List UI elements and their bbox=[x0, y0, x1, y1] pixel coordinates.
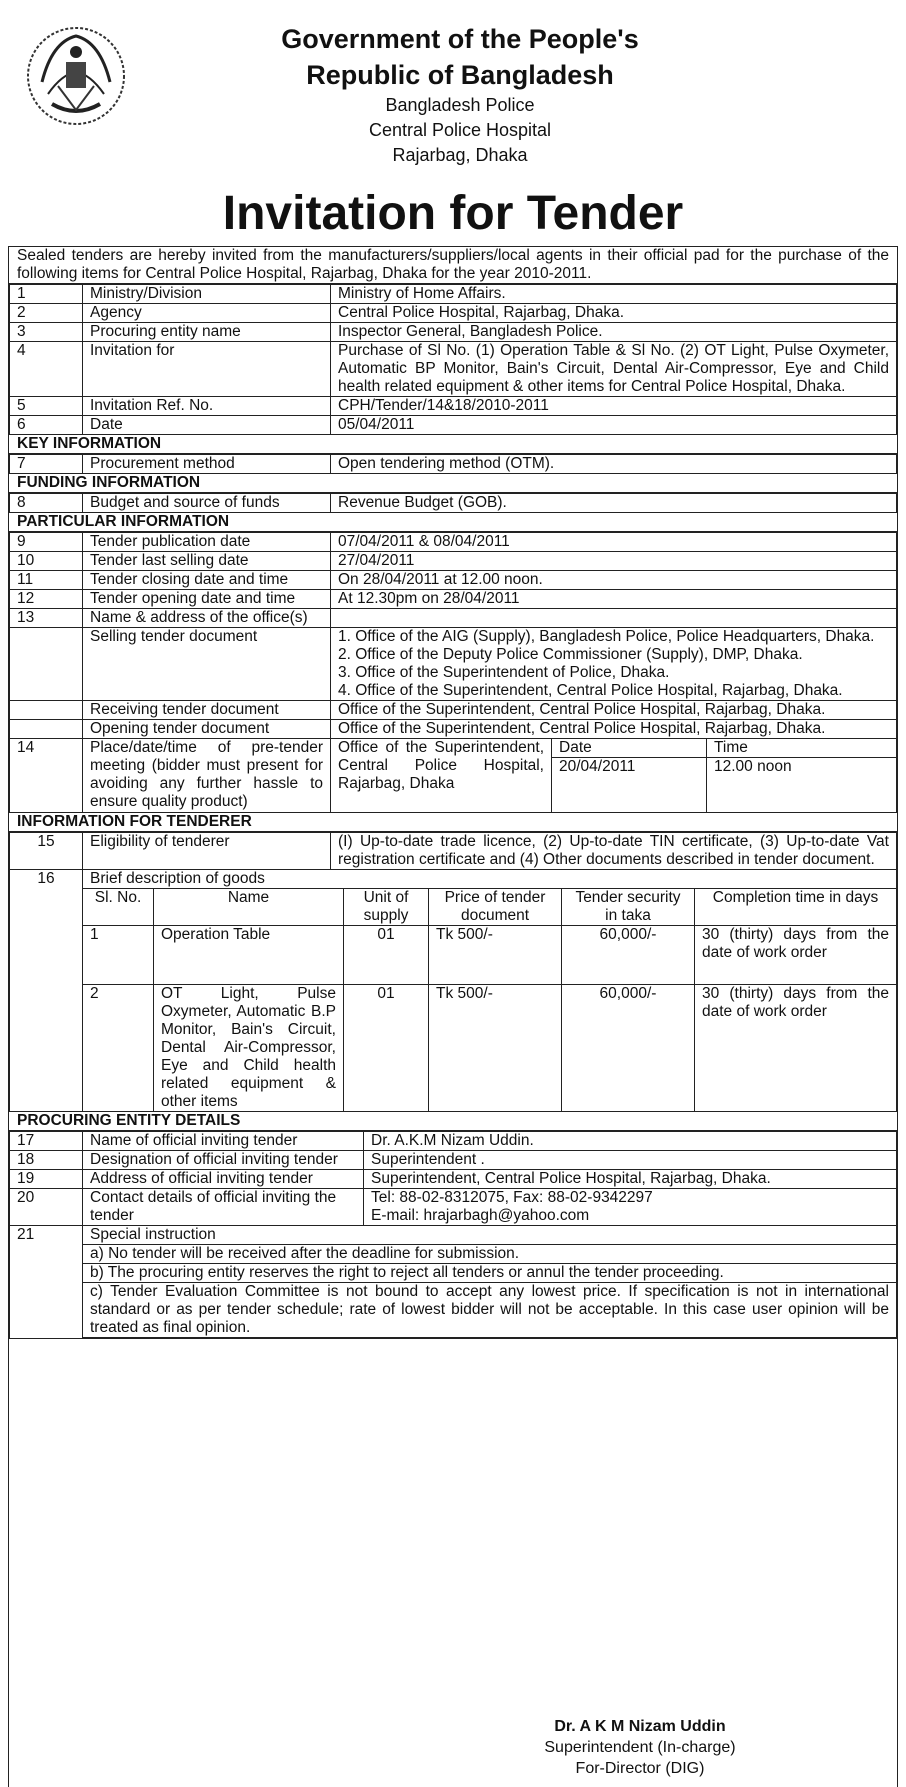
rows-r1-value: Ministry of Home Affairs. bbox=[331, 285, 897, 304]
goods-table bbox=[83, 888, 896, 1111]
table-row bbox=[10, 609, 897, 628]
goods-row bbox=[83, 926, 896, 985]
rows-r4-no: 4 bbox=[10, 342, 83, 397]
rows-r6-value: 05/04/2011 bbox=[331, 416, 897, 435]
table-row bbox=[10, 590, 897, 609]
rows-r11-label: Tender closing date and time bbox=[83, 571, 331, 590]
rows-r10-value: 27/04/2011 bbox=[331, 552, 897, 571]
rows-r9-no: 9 bbox=[10, 533, 83, 552]
goods-items-1-sl: 2 bbox=[83, 985, 154, 1112]
rows-r4-value: Purchase of Sl No. (1) Operation Table & Sl No. (2) OT Light, Pulse Oxymeter, Automatic BP Monitor, Bain's Circuit, Dental Air-Compressor, Eye and Child health related equipment & other items for Central Police Hospital, Dhaka. bbox=[331, 342, 897, 397]
rows-r13-label: Name & address of the office(s) bbox=[83, 609, 331, 628]
procuring-r20-email: E-mail: hrajarbagh@yahoo.com bbox=[371, 1207, 590, 1224]
rows-selling-v2: 2. Office of the Deputy Police Commissioner (Supply), DMP, Dhaka. bbox=[338, 646, 803, 663]
table-row bbox=[10, 455, 897, 474]
procuring-r18-no: 18 bbox=[10, 1151, 83, 1170]
procuring-r19-label: Address of official inviting tender bbox=[83, 1170, 364, 1189]
table-row bbox=[10, 533, 897, 552]
table-row bbox=[10, 285, 897, 304]
procuring-r21-no: 21 bbox=[10, 1226, 83, 1339]
procuring-r20-label: Contact details of official inviting the tender bbox=[83, 1189, 364, 1226]
procuring-r18-label: Designation of official inviting tender bbox=[83, 1151, 364, 1170]
rows-r3-value: Inspector General, Bangladesh Police. bbox=[331, 323, 897, 342]
goods-items-1-name: OT Light, Pulse Oxymeter, Automatic B.P Monitor, Bain's Circuit, Dental Air-Compressor, Eye and Child health related equipment & other items bbox=[154, 985, 344, 1112]
bangladesh-emblem-icon bbox=[22, 22, 130, 130]
table-row bbox=[10, 870, 897, 1112]
signatory-for: For-Director (DIG) bbox=[575, 1760, 705, 1777]
rows-r1-label: Ministry/Division bbox=[83, 285, 331, 304]
rows-r6-no: 6 bbox=[10, 416, 83, 435]
table-row bbox=[10, 628, 897, 701]
goods-headers-sl: Sl. No. bbox=[83, 889, 154, 926]
rows-selling-v4: 4. Office of the Superintendent, Central Police Hospital, Rajarbag, Dhaka. bbox=[338, 682, 843, 699]
procuring-r17-value: Dr. A.K.M Nizam Uddin. bbox=[364, 1132, 897, 1151]
goods-items-0-name: Operation Table bbox=[154, 926, 344, 985]
rows-r15-value: (I) Up-to-date trade licence, (2) Up-to-date TIN certificate, (3) Up-to-date Vat registration certificate and (4) Other documents described in tender document. bbox=[331, 833, 897, 870]
goods-items-0-sl: 1 bbox=[83, 926, 154, 985]
rows-opening-label: Opening tender document bbox=[83, 720, 331, 739]
rows-r4-label: Invitation for bbox=[83, 342, 331, 397]
rows-r6-label: Date bbox=[83, 416, 331, 435]
goods-items-1-completion: 30 (thirty) days from the date of work order bbox=[695, 985, 897, 1112]
rows-receiving-value: Office of the Superintendent, Central Police Hospital, Rajarbag, Dhaka. bbox=[331, 701, 897, 720]
intro-text: Sealed tenders are hereby invited from the manufacturers/suppliers/local agents in their official pad for the purchase of the following items for Central Police Hospital, Rajarbag, Dhaka for the year 2010-2011. bbox=[9, 247, 897, 284]
rows-r8-no: 8 bbox=[10, 494, 83, 513]
rows-r2-value: Central Police Hospital, Rajarbag, Dhaka. bbox=[331, 304, 897, 323]
section-information-for-tenderer: INFORMATION FOR TENDERER bbox=[9, 813, 897, 832]
table-row bbox=[10, 1189, 897, 1226]
rows-r5-value: CPH/Tender/14&18/2010-2011 bbox=[331, 397, 897, 416]
rows-r16-no: 16 bbox=[10, 870, 83, 1112]
signatory-title: Superintendent (In-charge) bbox=[544, 1739, 736, 1756]
rows-r16-label: Brief description of goods bbox=[90, 870, 265, 887]
page-title: Invitation for Tender bbox=[222, 187, 684, 240]
section-key-information: KEY INFORMATION bbox=[9, 435, 897, 454]
rows-r9-value: 07/04/2011 & 08/04/2011 bbox=[331, 533, 897, 552]
procuring-r17-no: 17 bbox=[10, 1132, 83, 1151]
rows-r15-no: 15 bbox=[10, 833, 83, 870]
rows-r14-no: 14 bbox=[10, 739, 83, 813]
goods-items-0-unit: 01 bbox=[344, 926, 429, 985]
rows-r13-no: 13 bbox=[10, 609, 83, 628]
goods-headers-security: Tender security in taka bbox=[562, 889, 695, 926]
procuring-r19-value: Superintendent, Central Police Hospital, Rajarbag, Dhaka. bbox=[364, 1170, 897, 1189]
procuring-r21-c: c) Tender Evaluation Committee is not bound to accept any lowest price. If specification is not in international standard or as per tender schedule; rate of lowest bidder will not be acceptable. In this case user opinion will be treated as final opinion. bbox=[83, 1283, 896, 1338]
rows-r7-no: 7 bbox=[10, 455, 83, 474]
goods-headers-completion: Completion time in days bbox=[695, 889, 897, 926]
rows-r5-no: 5 bbox=[10, 397, 83, 416]
table-row bbox=[10, 552, 897, 571]
goods-row bbox=[83, 985, 896, 1112]
rows-selling-v1: 1. Office of the AIG (Supply), Bangladesh Police, Police Headquarters, Dhaka. bbox=[338, 628, 875, 645]
goods-headers-name: Name bbox=[154, 889, 344, 926]
rows-r14-time_h: Time bbox=[707, 739, 897, 758]
goods-items-1-security: 60,000/- bbox=[562, 985, 695, 1112]
table-row bbox=[10, 1226, 897, 1339]
goods-items-0-price: Tk 500/- bbox=[429, 926, 562, 985]
rows-r15-label: Eligibility of tenderer bbox=[83, 833, 331, 870]
header-line-4: Central Police Hospital bbox=[368, 120, 552, 140]
rows-r14-label: Place/date/time of pre-tender meeting (bidder must present for avoiding any further hassle to ensure quality product) bbox=[83, 739, 331, 813]
rows-r2-no: 2 bbox=[10, 304, 83, 323]
header-line-3: Bangladesh Police bbox=[385, 95, 535, 115]
procuring-r20-tel: Tel: 88-02-8312075, Fax: 88-02-9342297 bbox=[371, 1189, 653, 1206]
header-line-1: Government of the People's bbox=[281, 24, 639, 54]
rows-r3-no: 3 bbox=[10, 323, 83, 342]
rows-r9-label: Tender publication date bbox=[83, 533, 331, 552]
table-row bbox=[10, 739, 897, 813]
rows-selling-v3: 3. Office of the Superintendent of Police, Dhaka. bbox=[338, 664, 670, 681]
goods-items-0-security: 60,000/- bbox=[562, 926, 695, 985]
rows-r14-date: 20/04/2011 bbox=[552, 758, 707, 813]
procuring-r19-no: 19 bbox=[10, 1170, 83, 1189]
signature-block bbox=[490, 1716, 790, 1779]
procuring-r21-a: a) No tender will be received after the deadline for submission. bbox=[83, 1245, 896, 1264]
rows-r12-value: At 12.30pm on 28/04/2011 bbox=[331, 590, 897, 609]
procuring-r18-value: Superintendent . bbox=[364, 1151, 897, 1170]
table-row bbox=[10, 397, 897, 416]
table-row bbox=[10, 1132, 897, 1151]
rows-r3-label: Procuring entity name bbox=[83, 323, 331, 342]
procuring-r17-label: Name of official inviting tender bbox=[83, 1132, 364, 1151]
table-row bbox=[10, 304, 897, 323]
rows-r8-value: Revenue Budget (GOB). bbox=[331, 494, 897, 513]
table-row bbox=[10, 1170, 897, 1189]
rows-receiving-label: Receiving tender document bbox=[83, 701, 331, 720]
table-row bbox=[10, 342, 897, 397]
header-line-5: Rajarbag, Dhaka bbox=[392, 145, 528, 165]
basic-info-table bbox=[9, 284, 897, 435]
table-row bbox=[10, 571, 897, 590]
rows-r14-date_h: Date bbox=[552, 739, 707, 758]
table-row bbox=[10, 323, 897, 342]
goods-headers-unit: Unit of supply bbox=[344, 889, 429, 926]
procuring-r20-no: 20 bbox=[10, 1189, 83, 1226]
procuring-table bbox=[9, 1131, 897, 1339]
section-procuring-entity-details: PROCURING ENTITY DETAILS bbox=[9, 1112, 897, 1131]
table-row bbox=[10, 701, 897, 720]
section-particular-information: PARTICULAR INFORMATION bbox=[9, 513, 897, 532]
goods-headers-price: Price of tender document bbox=[429, 889, 562, 926]
procuring-r21-b: b) The procuring entity reserves the right to reject all tenders or annul the tender proceeding. bbox=[83, 1264, 896, 1283]
rows-r2-label: Agency bbox=[83, 304, 331, 323]
rows-r14-place: Office of the Superintendent, Central Police Hospital, Rajarbag, Dhaka bbox=[331, 739, 552, 812]
rows-r1-no: 1 bbox=[10, 285, 83, 304]
rows-r11-value: On 28/04/2011 at 12.00 noon. bbox=[331, 571, 897, 590]
goods-items-1-unit: 01 bbox=[344, 985, 429, 1112]
table-row bbox=[10, 416, 897, 435]
rows-r14-time: 12.00 noon bbox=[714, 758, 792, 775]
goods-items-0-completion: 30 (thirty) days from the date of work order bbox=[695, 926, 897, 985]
table-row bbox=[10, 494, 897, 513]
rows-opening-value: Office of the Superintendent, Central Police Hospital, Rajarbag, Dhaka. bbox=[331, 720, 897, 739]
table-row bbox=[10, 1151, 897, 1170]
rows-r12-no: 12 bbox=[10, 590, 83, 609]
rows-r7-value: Open tendering method (OTM). bbox=[331, 455, 897, 474]
goods-items-1-price: Tk 500/- bbox=[429, 985, 562, 1112]
tender-table bbox=[8, 246, 898, 1787]
header-line-2: Republic of Bangladesh bbox=[306, 60, 614, 90]
rows-r5-label: Invitation Ref. No. bbox=[83, 397, 331, 416]
procuring-r21-label: Special instruction bbox=[83, 1226, 896, 1245]
table-row bbox=[10, 833, 897, 870]
signatory-name: Dr. A K M Nizam Uddin bbox=[554, 1718, 726, 1735]
rows-r10-no: 10 bbox=[10, 552, 83, 571]
section-funding-information: FUNDING INFORMATION bbox=[9, 474, 897, 493]
rows-r10-label: Tender last selling date bbox=[83, 552, 331, 571]
rows-r7-label: Procurement method bbox=[83, 455, 331, 474]
rows-r12-label: Tender opening date and time bbox=[83, 590, 331, 609]
rows-r8-label: Budget and source of funds bbox=[83, 494, 331, 513]
rows-selling-label: Selling tender document bbox=[83, 628, 331, 701]
table-row bbox=[10, 720, 897, 739]
rows-r11-no: 11 bbox=[10, 571, 83, 590]
